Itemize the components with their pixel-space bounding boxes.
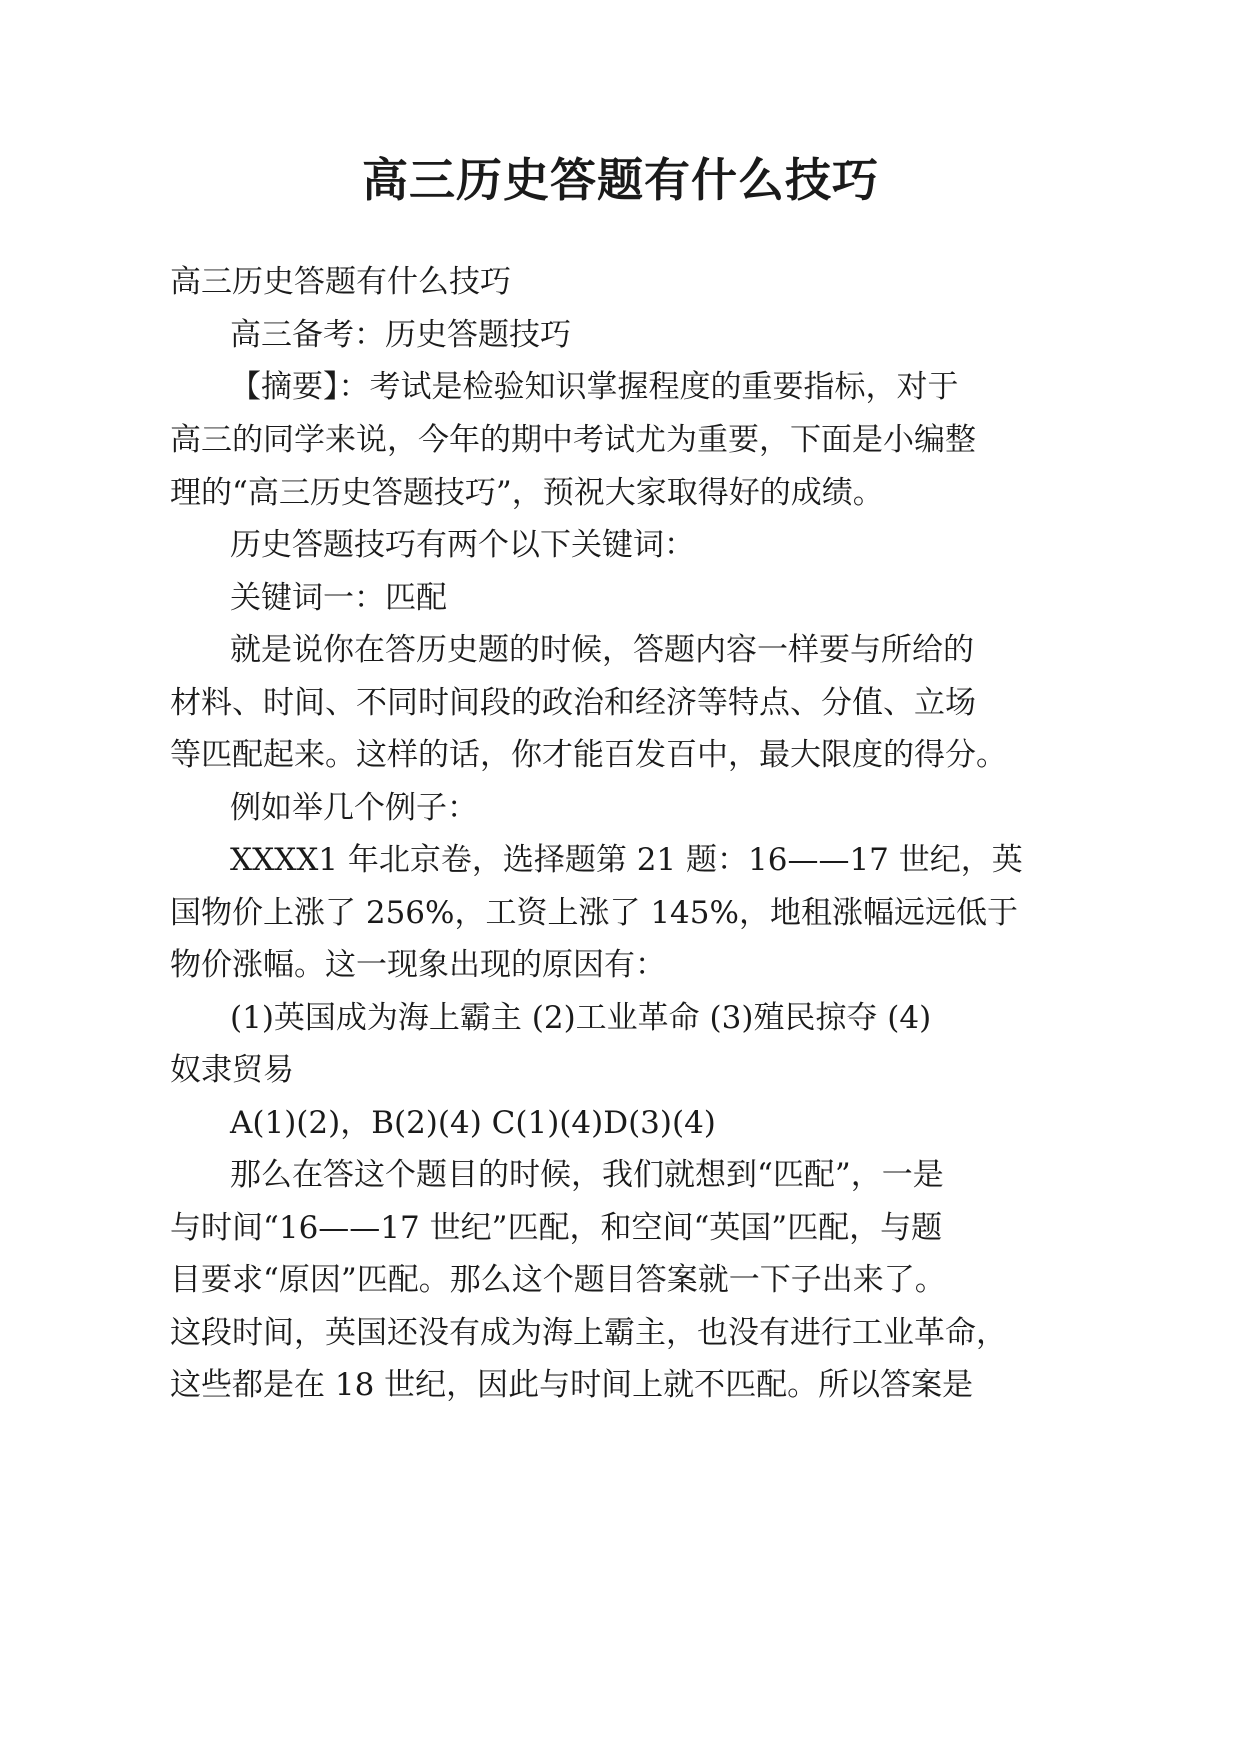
body-line: 这段时间，英国还没有成为海上霸主，也没有进行工业革命， [170, 1315, 1007, 1351]
body-line: XXXX1 年北京卷，选择题第 21 题：16——17 世纪，英 [230, 842, 1023, 878]
body-line: 材料、时间、不同时间段的政治和经济等特点、分值、立场 [170, 685, 976, 721]
body-line: 理的“高三历史答题技巧”，预祝大家取得好的成绩。 [170, 475, 884, 511]
body-line: 高三备考：历史答题技巧 [230, 317, 571, 353]
body-line: 物价涨幅。这一现象出现的原因有： [170, 947, 666, 983]
body-line: 【摘要】：考试是检验知识掌握程度的重要指标，对于 [230, 369, 959, 405]
body-line: 这些都是在 18 世纪，因此与时间上就不匹配。所以答案是 [170, 1367, 974, 1403]
body-line: 高三的同学来说，今年的期中考试尤为重要，下面是小编整 [170, 422, 976, 458]
body-line: 关键词一：匹配 [230, 580, 447, 616]
body-line: 与时间“16——17 世纪”匹配，和空间“英国”匹配，与题 [170, 1210, 943, 1246]
body-line: 就是说你在答历史题的时候，答题内容一样要与所给的 [230, 632, 974, 668]
body-line: 高三历史答题有什么技巧 [170, 264, 511, 300]
body-line: 国物价上涨了 256%，工资上涨了 145%，地租涨幅远远低于 [170, 895, 1018, 931]
body-line: A(1)(2)，B(2)(4) C(1)(4)D(3)(4) [230, 1105, 716, 1141]
body-line: 奴隶贸易 [170, 1052, 294, 1088]
body-line: 例如举几个例子： [230, 790, 478, 826]
body-line: (1)英国成为海上霸主 (2)工业革命 (3)殖民掠夺 (4) [230, 1000, 932, 1036]
document-title: 高三历史答题有什么技巧 [362, 153, 879, 207]
body-line: 目要求“原因”匹配。那么这个题目答案就一下子出来了。 [170, 1262, 946, 1298]
body-line: 那么在答这个题目的时候，我们就想到“匹配”，一是 [230, 1157, 944, 1193]
body-line: 等匹配起来。这样的话，你才能百发百中，最大限度的得分。 [170, 737, 1007, 773]
body-line: 历史答题技巧有两个以下关键词： [230, 527, 695, 563]
